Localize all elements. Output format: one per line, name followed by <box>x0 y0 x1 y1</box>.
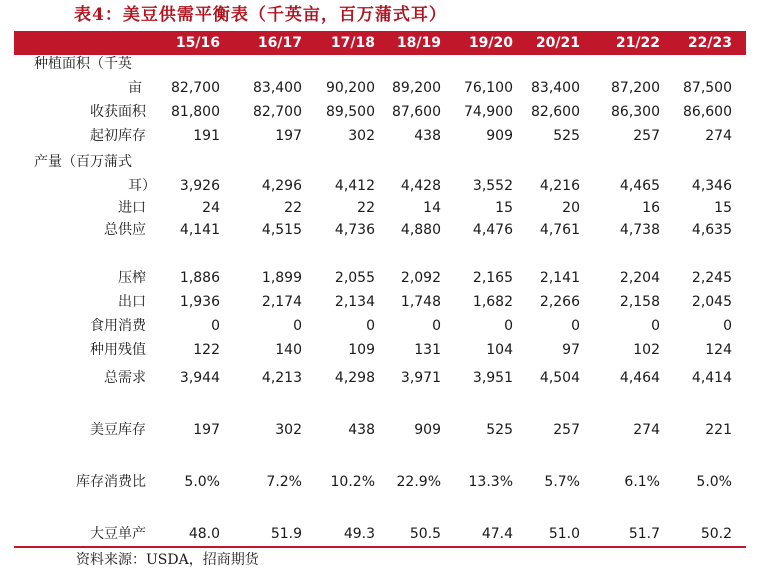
column-header: 21/22 <box>615 35 660 51</box>
table-cell: 0 <box>571 318 580 334</box>
table-cell: 5.0% <box>696 474 732 490</box>
table-cell: 49.3 <box>343 526 375 542</box>
row-label: 起初库存 <box>90 128 146 144</box>
table-cell: 50.2 <box>700 526 732 542</box>
table-cell: 1,886 <box>179 270 220 286</box>
table-cell: 48.0 <box>188 526 220 542</box>
table-cell: 0 <box>723 318 732 334</box>
table-cell: 4,141 <box>179 222 220 238</box>
table-cell: 191 <box>193 128 220 144</box>
row-label: 种用残值 <box>90 342 146 358</box>
table-cell: 4,761 <box>539 222 580 238</box>
row-label: 食用消费 <box>90 318 146 334</box>
table-cell: 3,951 <box>472 370 513 386</box>
table-cell: 2,158 <box>619 294 660 310</box>
table-cell: 909 <box>414 422 441 438</box>
table-cell: 90,200 <box>326 80 375 96</box>
table-cell: 4,880 <box>400 222 441 238</box>
table-title: 表4：美豆供需平衡表（千英亩，百万蒲式耳） <box>74 5 447 25</box>
table-cell: 4,515 <box>261 222 302 238</box>
table-cell: 0 <box>366 318 375 334</box>
table-cell: 97 <box>562 342 580 358</box>
table-cell: 4,216 <box>539 178 580 194</box>
table-cell: 0 <box>432 318 441 334</box>
row-label: 总供应 <box>104 222 146 238</box>
table-cell: 0 <box>504 318 513 334</box>
table-cell: 2,141 <box>539 270 580 286</box>
table-cell: 274 <box>705 128 732 144</box>
table-cell: 221 <box>705 422 732 438</box>
table-cell: 10.2% <box>330 474 375 490</box>
table-cell: 2,174 <box>261 294 302 310</box>
table-cell: 2,134 <box>334 294 375 310</box>
table-cell: 22 <box>357 200 375 216</box>
table-cell: 83,400 <box>253 80 302 96</box>
table-cell: 257 <box>633 128 660 144</box>
table-cell: 22.9% <box>396 474 441 490</box>
column-header: 17/18 <box>330 35 375 51</box>
table-cell: 122 <box>193 342 220 358</box>
table-cell: 51.7 <box>628 526 660 542</box>
table-cell: 4,635 <box>691 222 732 238</box>
table-cell: 2,045 <box>691 294 732 310</box>
table-header-row <box>14 31 746 55</box>
row-label: 进口 <box>118 200 146 216</box>
table-cell: 86,600 <box>683 104 732 120</box>
table-cell: 0 <box>293 318 302 334</box>
table-cell: 0 <box>211 318 220 334</box>
table-cell: 4,476 <box>472 222 513 238</box>
table-cell: 4,738 <box>619 222 660 238</box>
table-cell: 104 <box>486 342 513 358</box>
table-cell: 124 <box>705 342 732 358</box>
table-cell: 2,165 <box>472 270 513 286</box>
table-cell: 2,055 <box>334 270 375 286</box>
table-cell: 76,100 <box>464 80 513 96</box>
table-cell: 2,204 <box>619 270 660 286</box>
table-cell: 89,500 <box>326 104 375 120</box>
row-label: 收获面积 <box>90 104 146 120</box>
table-cell: 14 <box>423 200 441 216</box>
table-cell: 82,700 <box>171 80 220 96</box>
table-cell: 50.5 <box>409 526 441 542</box>
table-cell: 3,552 <box>472 178 513 194</box>
table-cell: 5.0% <box>184 474 220 490</box>
table-cell: 47.4 <box>481 526 513 542</box>
row-label: 库存消费比 <box>76 474 146 490</box>
table-cell: 87,600 <box>392 104 441 120</box>
table-cell: 4,736 <box>334 222 375 238</box>
table-cell: 82,600 <box>531 104 580 120</box>
table-cell: 4,298 <box>334 370 375 386</box>
table-cell: 140 <box>275 342 302 358</box>
table-cell: 1,936 <box>179 294 220 310</box>
row-label: 亩 <box>128 80 142 96</box>
column-header: 18/19 <box>396 35 441 51</box>
table-cell: 13.3% <box>468 474 513 490</box>
table-cell: 16 <box>642 200 660 216</box>
table-cell: 7.2% <box>266 474 302 490</box>
column-header: 15/16 <box>175 35 220 51</box>
table-cell: 131 <box>414 342 441 358</box>
table-cell: 438 <box>414 128 441 144</box>
row-label: 产量（百万蒲式 <box>34 154 132 170</box>
table-cell: 6.1% <box>624 474 660 490</box>
table-cell: 15 <box>714 200 732 216</box>
table-cell: 3,926 <box>179 178 220 194</box>
row-label: 总需求 <box>104 370 146 386</box>
table-cell: 197 <box>275 128 302 144</box>
table-cell: 102 <box>633 342 660 358</box>
table-cell: 1,748 <box>400 294 441 310</box>
table-cell: 2,245 <box>691 270 732 286</box>
table-cell: 86,300 <box>611 104 660 120</box>
table-cell: 274 <box>633 422 660 438</box>
table-cell: 1,899 <box>261 270 302 286</box>
table-cell: 89,200 <box>392 80 441 96</box>
table-cell: 51.0 <box>548 526 580 542</box>
table-cell: 909 <box>486 128 513 144</box>
table-cell: 4,414 <box>691 370 732 386</box>
table-cell: 15 <box>495 200 513 216</box>
table-cell: 257 <box>553 422 580 438</box>
row-label: 耳） <box>128 178 156 194</box>
column-header: 22/23 <box>687 35 732 51</box>
table-cell: 4,346 <box>691 178 732 194</box>
table-cell: 525 <box>486 422 513 438</box>
table-cell: 3,944 <box>179 370 220 386</box>
row-label: 种植面积（千英 <box>34 56 132 72</box>
column-header: 20/21 <box>535 35 580 51</box>
table-cell: 525 <box>553 128 580 144</box>
table-bottom-rule <box>14 546 746 548</box>
table-cell: 87,200 <box>611 80 660 96</box>
table-cell: 2,266 <box>539 294 580 310</box>
table-cell: 4,213 <box>261 370 302 386</box>
table-cell: 4,465 <box>619 178 660 194</box>
row-label: 压榨 <box>118 270 146 286</box>
table-cell: 22 <box>284 200 302 216</box>
table-cell: 74,900 <box>464 104 513 120</box>
column-header: 16/17 <box>257 35 302 51</box>
table-cell: 2,092 <box>400 270 441 286</box>
column-header: 19/20 <box>468 35 513 51</box>
source-note: 资料来源：USDA，招商期货 <box>76 552 259 568</box>
table-cell: 4,464 <box>619 370 660 386</box>
table-cell: 24 <box>202 200 220 216</box>
row-label: 大豆单产 <box>90 526 146 542</box>
table-cell: 83,400 <box>531 80 580 96</box>
table-cell: 197 <box>193 422 220 438</box>
table-cell: 4,412 <box>334 178 375 194</box>
table-cell: 82,700 <box>253 104 302 120</box>
table-cell: 4,296 <box>261 178 302 194</box>
table-cell: 87,500 <box>683 80 732 96</box>
table-cell: 20 <box>562 200 580 216</box>
table-cell: 1,682 <box>472 294 513 310</box>
table-cell: 4,504 <box>539 370 580 386</box>
table-cell: 81,800 <box>171 104 220 120</box>
row-label: 出口 <box>118 294 146 310</box>
row-label: 美豆库存 <box>90 422 146 438</box>
table-cell: 51.9 <box>270 526 302 542</box>
table-cell: 109 <box>348 342 375 358</box>
table-cell: 5.7% <box>544 474 580 490</box>
table-cell: 302 <box>348 128 375 144</box>
table-cell: 0 <box>651 318 660 334</box>
table-cell: 438 <box>348 422 375 438</box>
table-cell: 302 <box>275 422 302 438</box>
table-cell: 3,971 <box>400 370 441 386</box>
table-cell: 4,428 <box>400 178 441 194</box>
